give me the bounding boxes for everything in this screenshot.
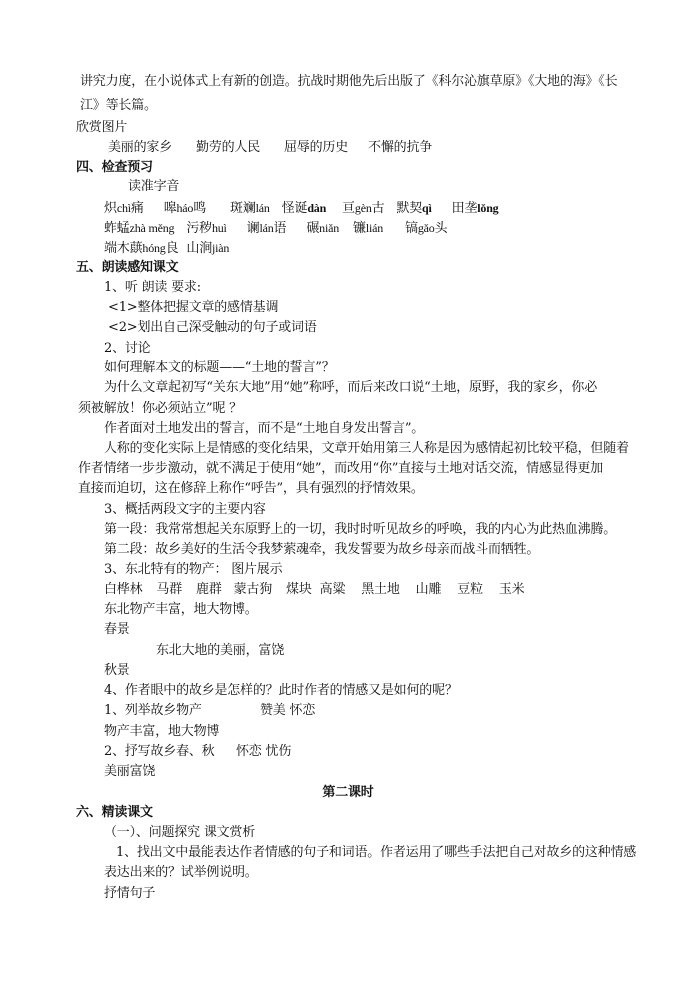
requirement-1: <1>整体把握文章的感情基调 <box>108 300 279 315</box>
pinyin-row-3 <box>104 238 229 258</box>
theme-item: 屈辱的历史 <box>284 140 349 155</box>
vocab-item: 山涧jiàn <box>186 241 230 256</box>
vocab-item: 田垄lǒng <box>451 201 499 216</box>
picture-themes <box>108 138 432 158</box>
theme-item: 不懈的抗争 <box>368 140 433 155</box>
answer-pronoun-2: 作者情绪一步步激动，就不满足于使用“她”，而改用“你”直接与土地对话交流，情感显得更加 <box>78 461 603 476</box>
vocab-item: 斑斓lán <box>230 201 270 216</box>
product-item: 鹿群 <box>196 582 222 597</box>
question-pronoun-2: 须被解放！你必须站立”呢 ？ <box>78 401 242 416</box>
section-heading-4: 四、检查预习 <box>76 160 153 175</box>
autumn-scene: 秋景 <box>104 663 130 678</box>
answer-pronoun-3: 直接而迫切，这在修辞上称作“呼告”，具有强烈的抒情效果。 <box>78 481 424 496</box>
products-list <box>104 580 524 600</box>
product-item: 高粱 <box>319 582 346 597</box>
vocab-item: 怪诞dàn <box>281 201 327 216</box>
question-title: 如何理解本文的标题——“土地的誓言”？ <box>104 360 335 375</box>
list-products-label: 1、列举故乡物产 <box>104 703 202 718</box>
hometown-question: 4、作者眼中的故乡是怎样的？此时作者的情感又是如何的呢？ <box>104 683 458 698</box>
task-1-line-2: 表达出来的？试举例说明。 <box>104 865 258 880</box>
spring-autumn-label: 2、抒写故乡春、秋 <box>104 744 215 759</box>
vocab-item: 谰lán语 <box>246 221 287 236</box>
summary-label: 3、概括两段文字的主要内容 <box>104 502 266 517</box>
vocab-item: 亘gèn古 <box>342 201 385 216</box>
product-item: 黑土地 <box>361 582 400 597</box>
task-1-line-1: 1、找出文中最能表达作者情感的句子和词语。作者运用了哪些手法把自己对故乡的这种情感 <box>116 845 637 860</box>
land-beauty: 东北大地的美丽，富饶 <box>156 643 285 658</box>
question-pronoun-1: 为什么文章起初写“关东大地”用“她”称呼，而后来改口说“土地，原野，我的家乡，你必 <box>104 380 598 395</box>
section-heading-6: 六、精读课文 <box>76 805 153 820</box>
intro-line-1: 讲究力度，在小说体式上有新的创造。抗战时期他先后出版了《科尔沁旗草原》《大地的海》《长 <box>80 74 618 89</box>
vocab-item: 默契qì <box>396 201 432 216</box>
problem-inquiry: （一）、问题探究 课文赏析 <box>104 825 256 840</box>
product-item: 玉米 <box>498 582 525 597</box>
intro-line-2: 江》等长篇。 <box>80 98 157 113</box>
product-item: 白桦林 <box>104 582 143 597</box>
nostalgia-sorrow: 怀恋 忧伤 <box>236 744 292 759</box>
answer-title: 作者面对土地发出的誓言，而不是“土地自身发出誓言”。 <box>104 421 425 436</box>
vocab-item: 炽chì痛 <box>104 201 144 216</box>
products-label: 3、东北特有的物产： 图片展示 <box>104 562 283 577</box>
product-item: 煤块 <box>286 582 312 597</box>
vocab-item: 污秽huì <box>186 221 227 236</box>
lesson-two-title: 第二课时 <box>322 785 374 800</box>
vocab-item: 嗥háo鸣 <box>163 201 207 216</box>
vocab-item: 蚱蜢zhà měng <box>104 221 175 236</box>
section-heading-5: 五、朗读感知课文 <box>76 260 179 275</box>
summary-paragraph-2: 第二段：故乡美好的生活令我梦萦魂牵，我发誓要为故乡母亲而战斗而牺牲。 <box>104 542 540 557</box>
product-item: 马群 <box>156 582 183 597</box>
summary-paragraph-1: 第一段：我常常想起关东原野上的一切，我时时听见故乡的呼唤，我的内心为此热血沸腾。 <box>104 522 617 537</box>
vocab-item: 碾niǎn <box>306 221 340 236</box>
vocab-item: 端木蕻hóng良 <box>104 241 179 256</box>
vocab-item: 镐gǎo头 <box>405 221 448 236</box>
product-item: 山雕 <box>415 582 442 597</box>
praise-nostalgia: 赞美 怀恋 <box>260 703 316 718</box>
theme-item: 美丽的家乡 <box>108 140 173 155</box>
beautiful-rich: 美丽富饶 <box>104 764 156 779</box>
spring-scene: 春景 <box>104 622 130 637</box>
products-summary: 东北物产丰富，地大物博。 <box>104 602 258 617</box>
pronunciation-label: 读准字音 <box>128 179 180 194</box>
requirement-2: <2>划出自己深受触动的句子或词语 <box>108 320 317 335</box>
vocab-item: 镰lián <box>353 221 384 236</box>
pinyin-row-1 <box>104 198 498 218</box>
answer-pronoun-1: 人称的变化实际上是情感的变化结果，文章开始用第三人称是因为感情起初比较平稳，但随着 <box>104 441 629 456</box>
discussion-label: 2、讨论 <box>104 341 151 356</box>
product-item: 豆粒 <box>457 582 483 597</box>
listen-requirements: 1、听 朗读 要求: <box>104 280 201 295</box>
lyrical-sentences: 抒情句子 <box>104 886 156 901</box>
theme-item: 勤劳的人民 <box>196 140 261 155</box>
appreciate-pictures-label: 欣赏图片 <box>76 120 128 135</box>
product-item: 蒙古狗 <box>233 582 273 597</box>
pinyin-row-2 <box>104 218 447 238</box>
rich-products: 物产丰富，地大物博 <box>104 724 220 739</box>
